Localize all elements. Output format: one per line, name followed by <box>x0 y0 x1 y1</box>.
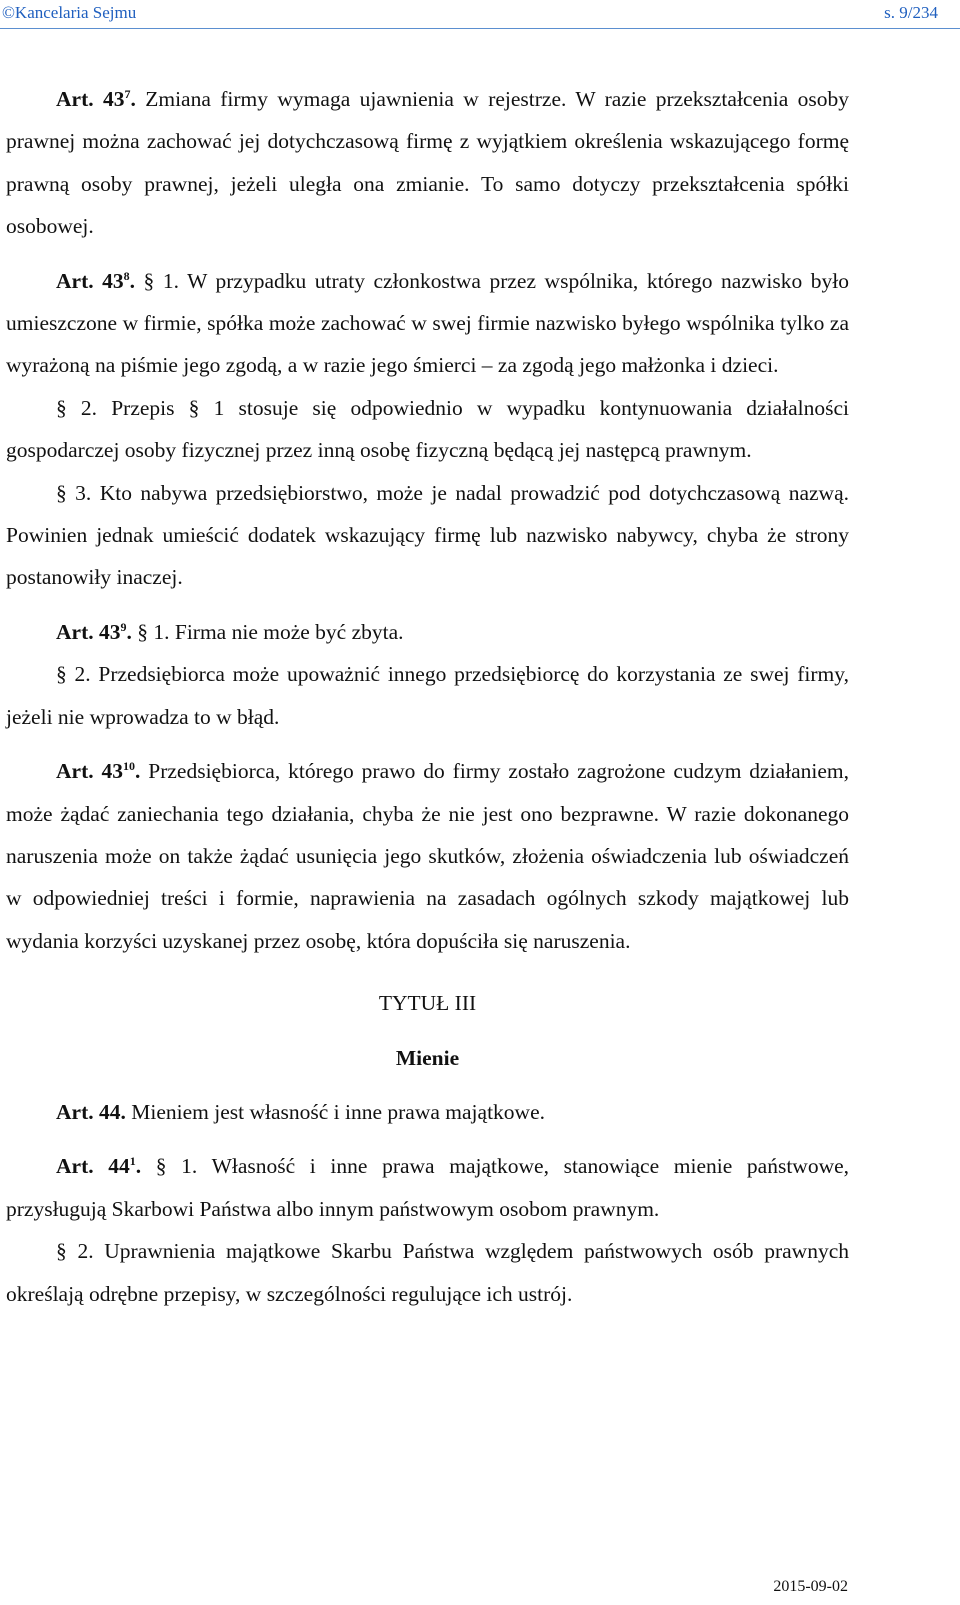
title-heading: TYTUŁ III <box>378 991 477 1016</box>
header-page-number: s. 9/234 <box>884 3 938 22</box>
article-text: Przedsiębiorca, którego prawo do firmy zostało zagrożone cudzym działaniem, może żądać zaniechania tego działania, chyba że nie jest ono bezprawne. W razie dokonanego naruszenia może on także żądać usunięcia jego skutków, złożenia oświadczenia lub oświadczeń w odpowiedniej treści i formie, naprawienia na zasadach ogólnych szkody majątkowej lub wydania korzyści uzyskanej przez osobę, która dopuściła się naruszenia. <box>6 759 849 953</box>
header-source: ©Kancelaria Sejmu <box>2 3 137 22</box>
article-43-8-par-1 <box>6 260 849 387</box>
article-text: § 1. W przypadku utraty członkostwa przez wspólnika, którego nazwisko było umieszczone w firmie, spółka może zachować w swej firmie nazwisko byłego wspólnika tylko za wyrażoną na piśmie jego zgodą, a w razie jego śmierci – za zgodą jego małżonka i dzieci. <box>6 268 849 378</box>
chapter-heading: Mienie <box>395 1045 460 1070</box>
article-number: Art. 44. <box>56 1099 126 1124</box>
article-44-1-par-2: § 2. Uprawnienia majątkowe Skarbu Państwa względem państwowych osób prawnych określają odrębne przepisy, w szczególności regulujące ich ustrój. <box>6 1239 849 1306</box>
article-number: Art. $43^9$. <box>56 619 132 644</box>
article-number: Art. $43^{10}$. <box>56 758 141 784</box>
article-43-7 <box>6 78 849 248</box>
article-text: Mieniem jest własność i inne prawa majątkowe. <box>125 1099 545 1124</box>
article-43-8-par-3: § 3. Kto nabywa przedsiębiorstwo, może je nadal prowadzić pod dotychczasową nazwą. Powinien jednak umieścić dodatek wskazujący firmę lub nazwisko nabywcy, chyba że strony postanowiły inaczej. <box>6 480 849 590</box>
article-44-1-par-1 <box>6 1145 849 1230</box>
article-number: Art. $43^8$. <box>56 268 136 293</box>
article-43-9-par-1 <box>6 611 849 653</box>
article-43-9-par-2: § 2. Przedsiębiorca może upoważnić innego przedsiębiorcę do korzystania ze swej firmy, jeżeli nie wprowadza to w błąd. <box>6 662 849 729</box>
footer-date: 2015-09-02 <box>773 1578 848 1595</box>
article-text: § 1. Firma nie może być zbyta. <box>131 619 404 644</box>
article-text: Zmiana firmy wymaga ujawnienia w rejestrze. W razie przekształcenia osoby prawnej można zachować jej dotychczasową firmę z wyjątkiem określenia wskazującego formę prawną osoby prawnej, jeżeli uległa ona zmianie. To samo dotyczy przekształcenia spółki osobowej. <box>6 87 850 239</box>
article-number: Art. $44^1$. <box>56 1154 142 1179</box>
article-text: § 1. Własność i inne prawa majątkowe, stanowiące mienie państwowe, przysługują Skarbowi Państwa albo innym państwowym osobom prawnym. <box>6 1154 850 1221</box>
article-43-8-par-2: § 2. Przepis § 1 stosuje się odpowiednio w wypadku kontynuowania działalności gospodarczej osoby fizycznej przez inną osobę fizyczną będącą jej następcą prawnym. <box>6 395 849 463</box>
article-number: Art. $43^7$. <box>56 86 136 111</box>
page-header <box>0 0 960 29</box>
article-43-10 <box>6 750 849 962</box>
document-body <box>6 78 849 1315</box>
article-44 <box>6 1091 849 1133</box>
